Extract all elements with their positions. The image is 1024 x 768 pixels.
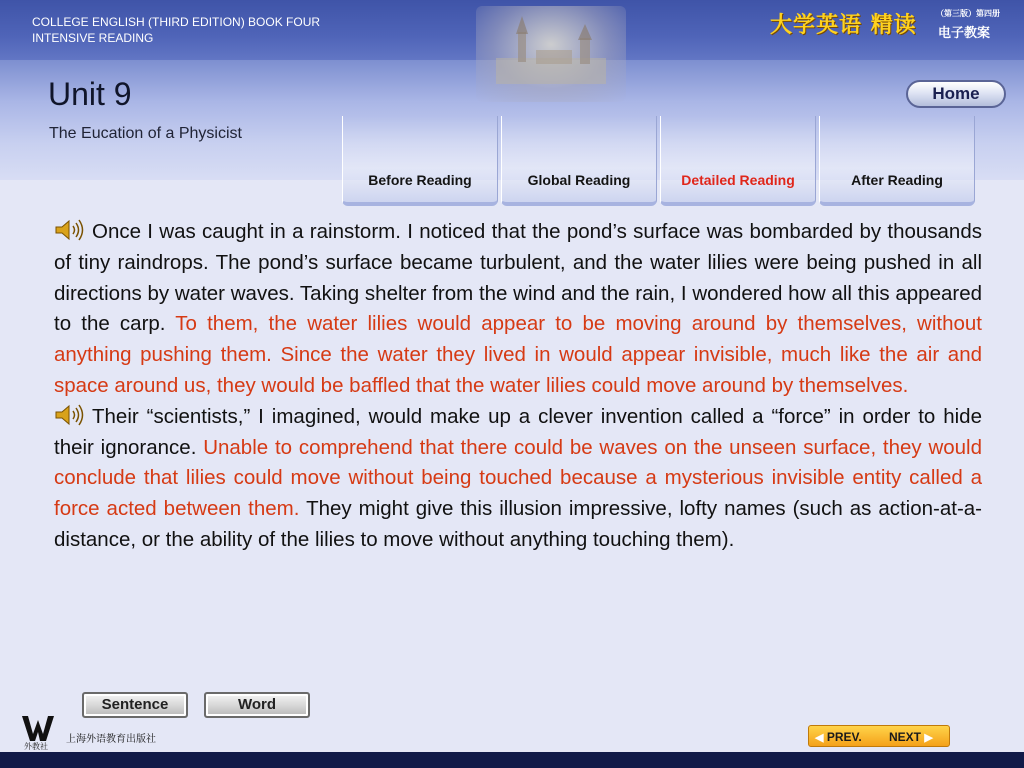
paragraph-2-highlight: Unable to comprehend that there could be waves on the unseen surface, they would conclude that lilies could move without being touched because a mysterious invisible entity called a force acted between them. bbox=[54, 435, 983, 521]
paragraph-1-highlight: To them, the water lilies would appear to be moving around by themselves, without anything pushing them. Since the water they lived in would appear invisible, much like the air and space around us, they would be baffled that the water lilies could move around by themselves. bbox=[54, 312, 983, 397]
publisher-logo-text: 外教社 bbox=[24, 742, 48, 751]
paragraph-2-text: Their “scientists,” I imagined, would make up a clever invention called a “force” in order to hide their ignorance. bbox=[54, 404, 982, 459]
home-button[interactable]: Home bbox=[906, 80, 1006, 108]
course-title-line2: INTENSIVE READING bbox=[32, 31, 154, 45]
speaker-icon[interactable] bbox=[54, 219, 86, 241]
paragraph-1 bbox=[54, 217, 982, 402]
sentence-button[interactable]: Sentence bbox=[82, 692, 188, 718]
cn-edition: （第三版）第四册 bbox=[936, 9, 1000, 18]
tab-label: After Reading bbox=[851, 172, 943, 188]
course-title-line1: COLLEGE ENGLISH (THIRD EDITION) BOOK FOUR bbox=[32, 15, 321, 29]
unit-title: Unit 9 bbox=[48, 76, 132, 112]
reading-passage bbox=[54, 217, 982, 556]
cn-subtitle: 电子教案 bbox=[938, 26, 991, 41]
publisher-w-icon bbox=[22, 714, 60, 742]
prev-label: PREV. bbox=[826, 730, 862, 744]
bottom-strip bbox=[0, 752, 1024, 768]
tab-after-reading[interactable] bbox=[819, 116, 975, 206]
cn-title-logo bbox=[770, 6, 1020, 46]
cn-title: 大学英语 精读 bbox=[770, 13, 917, 38]
page-navigation bbox=[808, 725, 950, 747]
tab-label: Detailed Reading bbox=[681, 172, 795, 188]
publisher-name: 上海外语教育出版社 bbox=[66, 734, 156, 745]
tab-bar bbox=[342, 86, 978, 192]
speaker-icon[interactable] bbox=[54, 404, 86, 426]
arrow-left-icon: ◀ bbox=[815, 732, 824, 744]
tab-detailed-reading[interactable] bbox=[660, 116, 816, 206]
arrow-right-icon: ▶ bbox=[924, 732, 933, 744]
word-button[interactable]: Word bbox=[204, 692, 310, 718]
tab-global-reading[interactable] bbox=[501, 116, 657, 206]
tab-label: Global Reading bbox=[527, 172, 631, 188]
course-title bbox=[32, 14, 320, 46]
unit-subtitle: The Eucation of a Physicist bbox=[49, 125, 242, 142]
prev-button[interactable] bbox=[815, 728, 862, 746]
paragraph-1-text: Once I was caught in a rainstorm. I noticed that the pond’s surface was bombarded by thousands of tiny raindrops. The pond’s surface became turbulent, and the water lilies were being pushed in all directions by water waves. Taking shelter from the wind and the rain, I wondered how all this appeared to the carp. bbox=[54, 220, 982, 336]
tab-before-reading[interactable] bbox=[342, 116, 498, 206]
paragraph-2-text-end: They might give this illusion impressive, lofty names (such as action-at-a-distance, or the ability of the lilies to move without anything touching them). bbox=[54, 497, 983, 551]
next-label: NEXT bbox=[889, 730, 922, 744]
tab-label: Before Reading bbox=[368, 172, 472, 188]
paragraph-2 bbox=[54, 402, 982, 556]
next-button[interactable] bbox=[889, 728, 933, 746]
